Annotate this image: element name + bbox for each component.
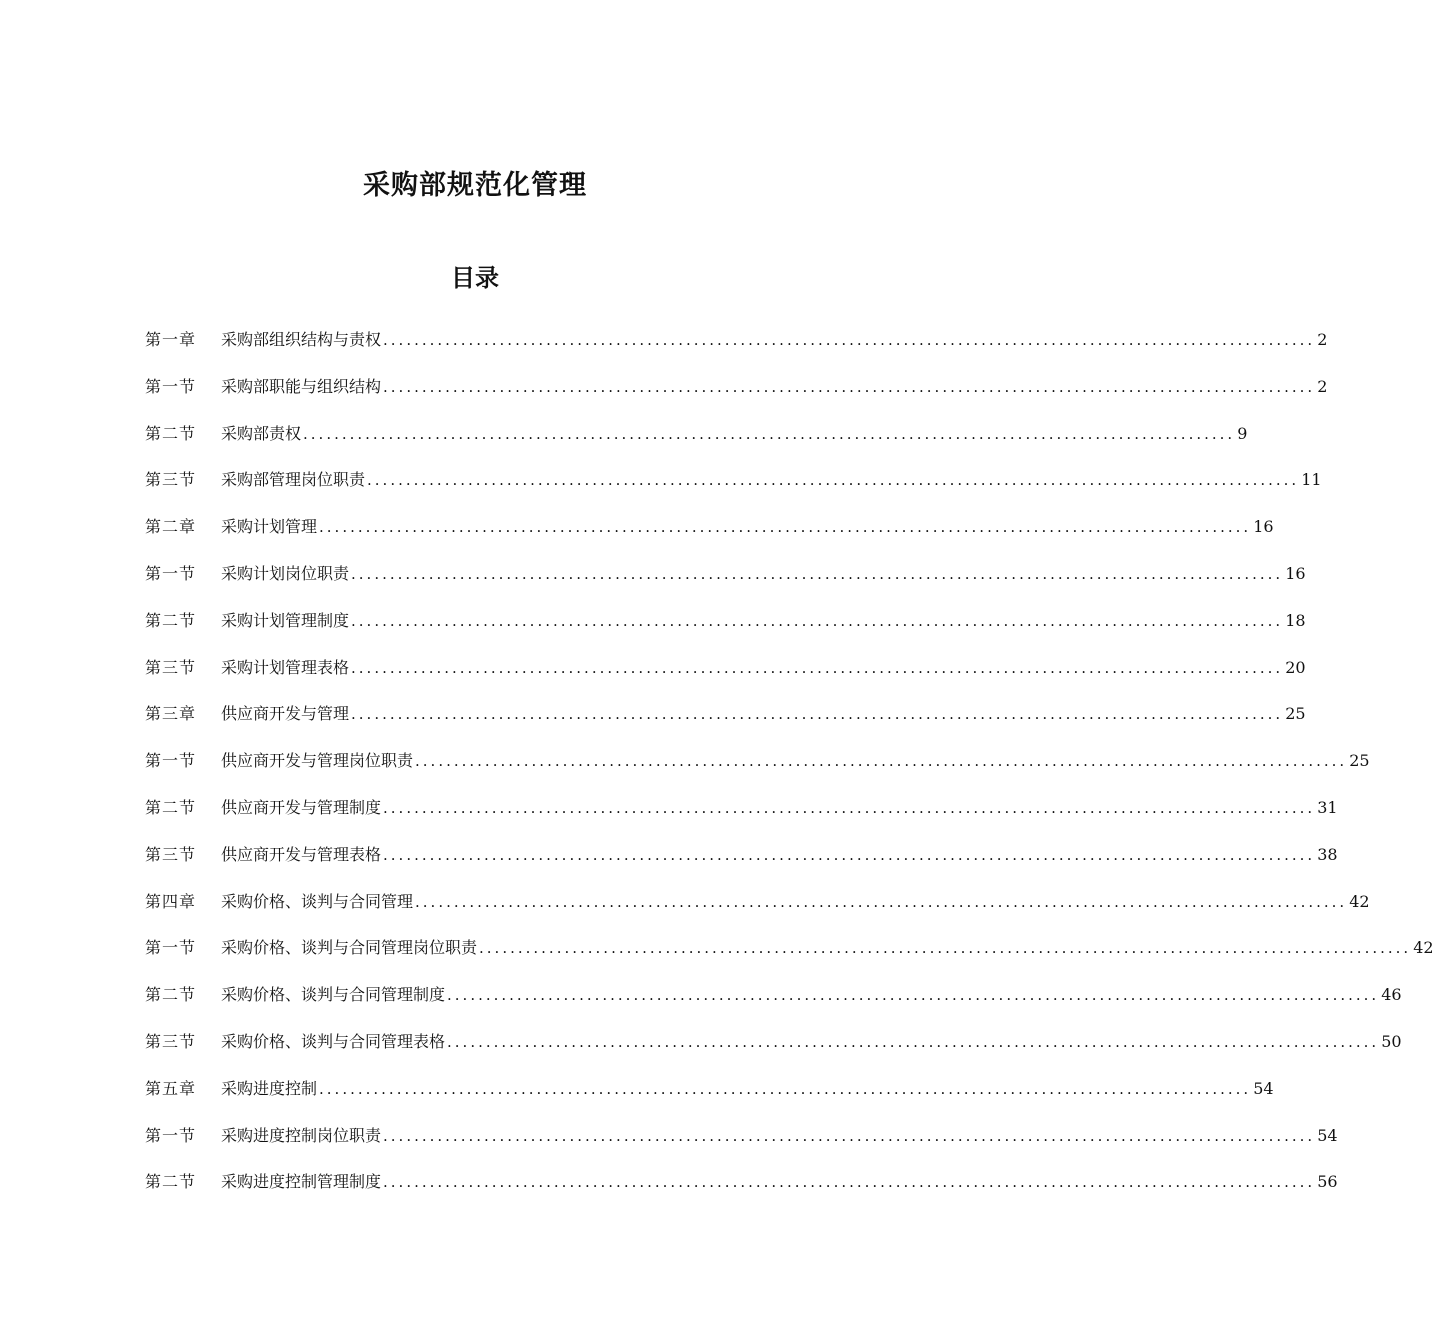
toc-entry-title: 采购价格、谈判与合同管理表格 xyxy=(221,1031,446,1051)
toc-dot-leader: ........................................................................................................................ xyxy=(415,752,1348,771)
toc-entry[interactable] xyxy=(145,702,1306,749)
toc-entry-label: 第三节 xyxy=(145,844,197,864)
toc-entry[interactable] xyxy=(145,843,1338,890)
toc-entry-title: 采购计划管理制度 xyxy=(221,610,350,630)
toc-entry-label: 第三节 xyxy=(145,470,197,490)
toc-entry-page-number: 31 xyxy=(1317,797,1338,817)
toc-entry-label: 第二节 xyxy=(145,985,197,1005)
toc-entry-page-number: 54 xyxy=(1317,1125,1338,1145)
toc-entry[interactable] xyxy=(145,422,1248,469)
toc-entry-page-number: 20 xyxy=(1285,657,1306,677)
toc-entry-title: 采购部组织结构与责权 xyxy=(221,330,382,349)
toc-entry-title: 采购进度控制管理制度 xyxy=(221,1172,382,1192)
toc-entry-label: 第二节 xyxy=(145,1172,197,1192)
toc-dot-leader: ........................................................................................................................ xyxy=(447,986,1380,1005)
toc-entry-label: 第一节 xyxy=(145,938,197,958)
toc-entry-label: 第一章 xyxy=(145,330,197,349)
toc-entry[interactable] xyxy=(145,609,1306,656)
toc-entry-page-number: 46 xyxy=(1381,985,1402,1005)
toc-entry-label: 第五章 xyxy=(145,1078,197,1098)
toc-entry-page-number: 56 xyxy=(1317,1172,1338,1192)
toc-dot-leader: ........................................................................................................................ xyxy=(415,892,1348,911)
toc-entry-label: 第一节 xyxy=(145,376,197,396)
toc-dot-leader: ........................................................................................................................ xyxy=(351,658,1284,677)
toc-dot-leader: ........................................................................................................................ xyxy=(383,1126,1316,1145)
toc-entry[interactable] xyxy=(145,375,1328,422)
toc-dot-leader: ........................................................................................................................ xyxy=(351,564,1284,583)
toc-entry-page-number: 2 xyxy=(1317,330,1328,349)
toc-entry-label: 第一节 xyxy=(145,1125,197,1145)
toc-entry-title: 采购计划岗位职责 xyxy=(221,563,350,583)
toc-entry-label: 第二章 xyxy=(145,517,197,537)
toc-dot-leader: ........................................................................................................................ xyxy=(367,471,1300,490)
toc-entry-label: 第三节 xyxy=(145,1031,197,1051)
toc-entry-label: 第一节 xyxy=(145,751,197,771)
toc-entry-page-number: 2 xyxy=(1317,376,1328,396)
toc-entry-title: 采购价格、谈判与合同管理岗位职责 xyxy=(221,938,478,958)
toc-entry-page-number: 50 xyxy=(1381,1031,1402,1051)
toc-entry-title: 采购计划管理表格 xyxy=(221,657,350,677)
toc-entry-title: 采购价格、谈判与合同管理制度 xyxy=(221,985,446,1005)
toc-entry[interactable] xyxy=(145,1077,1274,1124)
toc-entry-label: 第二节 xyxy=(145,797,197,817)
toc-entry-page-number: 9 xyxy=(1237,423,1248,443)
toc-heading: 目录 xyxy=(451,264,499,292)
toc-entry[interactable] xyxy=(145,328,1328,375)
toc-entry[interactable] xyxy=(145,890,1370,937)
toc-dot-leader: ........................................................................................................................ xyxy=(319,1079,1252,1098)
toc-dot-leader: ........................................................................................................................ xyxy=(383,798,1316,817)
toc-entry[interactable] xyxy=(145,656,1306,703)
toc-dot-leader: ........................................................................................................................ xyxy=(319,518,1252,537)
toc-entry[interactable] xyxy=(145,936,1434,983)
toc-entry-page-number: 38 xyxy=(1317,844,1338,864)
toc-entry-title: 供应商开发与管理岗位职责 xyxy=(221,751,414,771)
toc-entry-page-number: 25 xyxy=(1285,704,1306,724)
toc-entry-label: 第二节 xyxy=(145,423,197,443)
toc-entry-title: 供应商开发与管理表格 xyxy=(221,844,382,864)
toc-entry-title: 采购进度控制 xyxy=(221,1078,318,1098)
toc-entry[interactable] xyxy=(145,468,1322,515)
toc-entry-title: 采购计划管理 xyxy=(221,517,318,537)
toc-entry-page-number: 42 xyxy=(1413,938,1434,958)
toc-entry-label: 第三节 xyxy=(145,657,197,677)
toc-entry[interactable] xyxy=(145,1030,1402,1077)
toc-entry-label: 第三章 xyxy=(145,704,197,724)
toc-entry[interactable] xyxy=(145,749,1370,796)
toc-entry[interactable] xyxy=(145,796,1338,843)
toc-dot-leader: ........................................................................................................................ xyxy=(383,845,1316,864)
toc-entry[interactable] xyxy=(145,1170,1338,1217)
toc-entry-page-number: 42 xyxy=(1349,891,1370,911)
toc-entry-page-number: 16 xyxy=(1285,563,1306,583)
toc-entry-label: 第四章 xyxy=(145,891,197,911)
toc-entry-page-number: 25 xyxy=(1349,751,1370,771)
toc-entry-page-number: 11 xyxy=(1301,470,1322,490)
table-of-contents xyxy=(145,328,1434,1217)
toc-dot-leader: ........................................................................................................................ xyxy=(303,424,1236,443)
toc-entry[interactable] xyxy=(145,983,1402,1030)
toc-entry[interactable] xyxy=(145,562,1306,609)
toc-entry[interactable] xyxy=(145,515,1274,562)
toc-dot-leader: ........................................................................................................................ xyxy=(447,1032,1380,1051)
toc-dot-leader: ........................................................................................................................ xyxy=(479,939,1412,958)
toc-entry-page-number: 16 xyxy=(1253,517,1274,537)
toc-entry-page-number: 18 xyxy=(1285,610,1306,630)
toc-entry-title: 采购部责权 xyxy=(221,423,302,443)
document-title: 采购部规范化管理 xyxy=(363,170,587,201)
toc-entry-label: 第二节 xyxy=(145,610,197,630)
toc-entry-title: 采购部职能与组织结构 xyxy=(221,376,382,396)
toc-dot-leader: ........................................................................................................................ xyxy=(383,1173,1316,1192)
toc-dot-leader: ........................................................................................................................ xyxy=(351,705,1284,724)
toc-entry-page-number: 54 xyxy=(1253,1078,1274,1098)
toc-entry-title: 采购部管理岗位职责 xyxy=(221,470,366,490)
toc-entry-label: 第一节 xyxy=(145,563,197,583)
toc-entry-title: 供应商开发与管理 xyxy=(221,704,350,724)
toc-entry-title: 供应商开发与管理制度 xyxy=(221,797,382,817)
toc-dot-leader: ........................................................................................................................ xyxy=(351,611,1284,630)
toc-entry-title: 采购进度控制岗位职责 xyxy=(221,1125,382,1145)
toc-dot-leader: ........................................................................................................................ xyxy=(383,377,1316,396)
toc-dot-leader: ........................................................................................................................ xyxy=(383,331,1316,349)
toc-entry-title: 采购价格、谈判与合同管理 xyxy=(221,891,414,911)
toc-entry[interactable] xyxy=(145,1124,1338,1171)
